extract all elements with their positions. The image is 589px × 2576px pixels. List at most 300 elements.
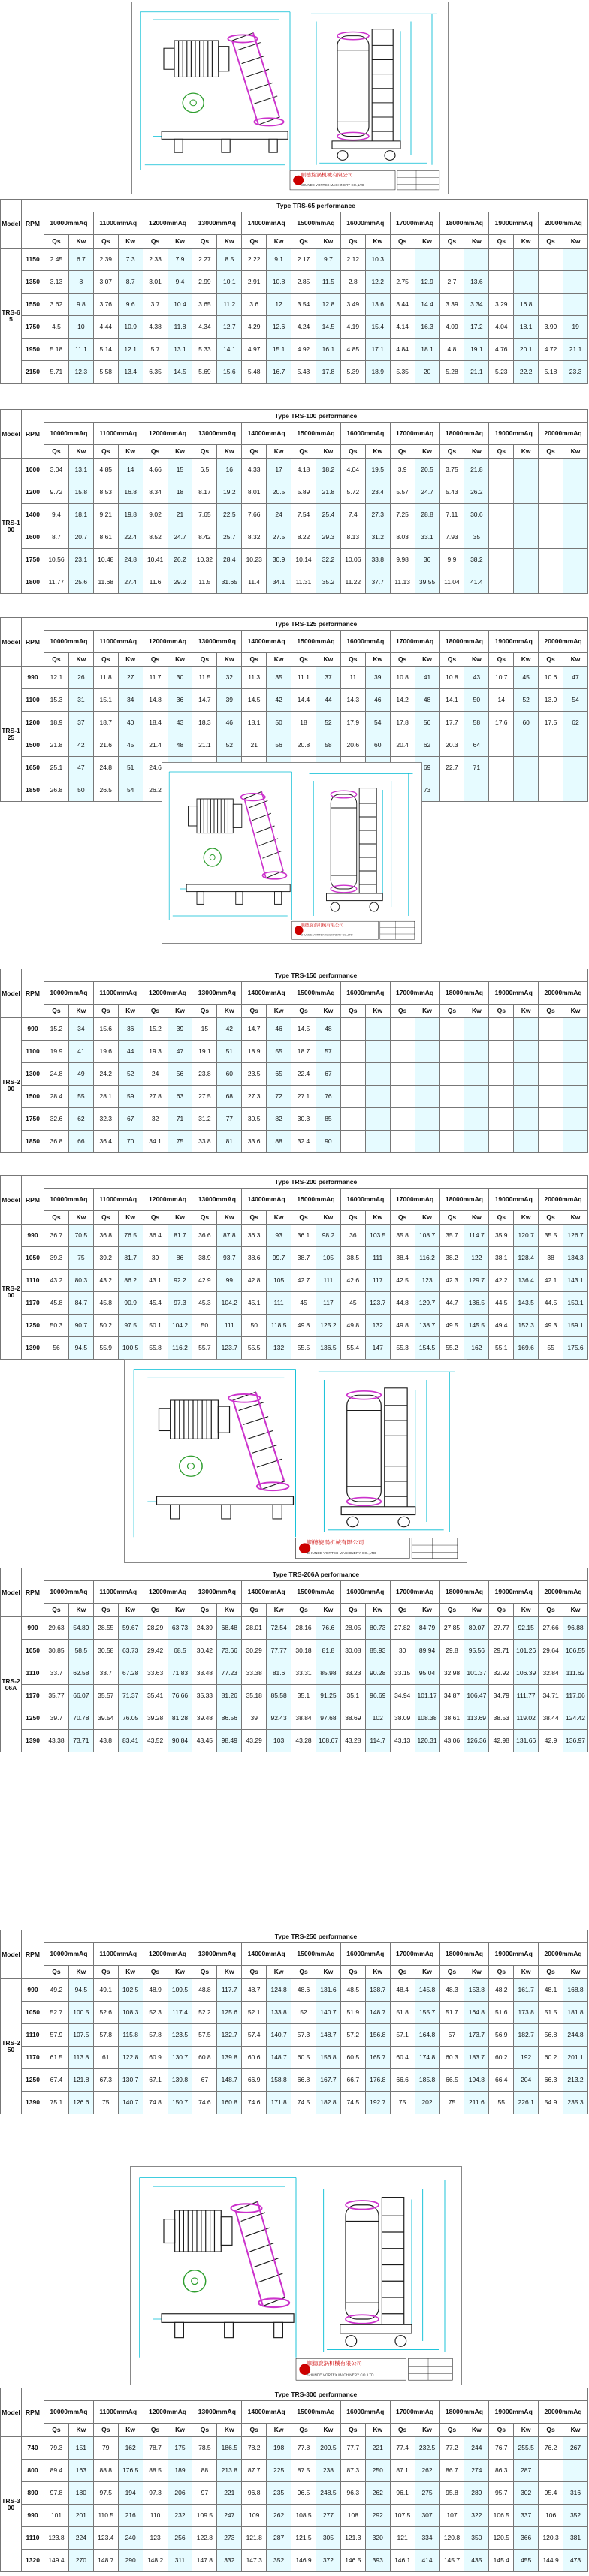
qs-value: 11.77 (44, 571, 69, 594)
pressure-header: 17000mmAq (390, 212, 439, 235)
kw-value: 169.6 (514, 1337, 539, 1360)
kw-value: 126.7 (563, 1225, 588, 1247)
qs-value: 42.98 (489, 1730, 514, 1752)
kw-value: 124.8 (267, 1979, 291, 2002)
kw-value: 24.7 (415, 481, 439, 504)
qs-value: 96.5 (291, 2482, 316, 2505)
table-row (1, 712, 588, 734)
kw-value: 134.3 (563, 1247, 588, 1270)
qs-value: 75 (93, 2092, 118, 2114)
pressure-header: 18000mmAq (439, 631, 489, 653)
kw-header: Kw (68, 1211, 93, 1225)
qs-value: 121 (390, 2527, 415, 2550)
qs-value: 148.7 (93, 2550, 118, 2572)
kw-value: 99 (217, 1270, 242, 1292)
qs-value: 97.5 (93, 2482, 118, 2505)
kw-value: 117.06 (563, 1685, 588, 1707)
qs-value: 97.8 (44, 2482, 69, 2505)
pressure-header: 12000mmAq (143, 1581, 192, 1604)
kw-value: 19 (563, 316, 588, 339)
kw-value: 43 (464, 667, 489, 689)
pressure-header: 15000mmAq (291, 1943, 341, 1966)
qs-value: 66.6 (390, 2069, 415, 2092)
company-name-en: SHUNDE VORTEX MACHINERY CO.,LTD (307, 2373, 374, 2377)
qs-value: 10.8 (439, 667, 464, 689)
qs-value: 2.7 (439, 271, 464, 294)
qs-value: 3.44 (390, 294, 415, 316)
qs-header: Qs (539, 1604, 563, 1617)
qs-value (340, 1086, 365, 1108)
qs-value (539, 549, 563, 571)
kw-value: 43 (168, 712, 192, 734)
qs-value: 8.7 (44, 526, 69, 549)
kw-value: 198 (267, 2437, 291, 2460)
pressure-header: 11000mmAq (93, 631, 143, 653)
qs-header: Qs (143, 235, 168, 249)
table-row (1, 1617, 588, 1640)
kw-value: 12.8 (316, 294, 340, 316)
kw-header: Kw (68, 1604, 93, 1617)
qs-value (439, 249, 464, 271)
qs-value: 24.8 (93, 757, 118, 779)
qs-value: 67 (192, 2069, 217, 2092)
kw-value: 256 (168, 2527, 192, 2550)
kw-value: 24.8 (118, 549, 143, 571)
qs-value: 4.34 (192, 316, 217, 339)
kw-value: 117 (365, 1270, 390, 1292)
rpm-value: 1050 (22, 1247, 44, 1270)
qs-value: 42.5 (390, 1270, 415, 1292)
kw-value: 103 (267, 1730, 291, 1752)
rpm-header: RPM (22, 2388, 44, 2437)
kw-value: 8 (68, 271, 93, 294)
kw-value: 455 (514, 2550, 539, 2572)
qs-value: 30.85 (44, 1640, 69, 1662)
kw-value: 48 (415, 689, 439, 712)
qs-value: 35.1 (340, 1685, 365, 1707)
qs-value: 55.8 (143, 1337, 168, 1360)
table-row (1, 1662, 588, 1685)
rpm-value: 1750 (22, 549, 44, 571)
table-row (1, 2024, 588, 2047)
pulley-icon (183, 93, 204, 113)
qs-value: 48.2 (489, 1979, 514, 2002)
qs-header: Qs (489, 653, 514, 667)
table-title: Type TRS-65 performance (44, 200, 588, 212)
kw-value: 21 (168, 504, 192, 526)
pressure-header: 20000mmAq (539, 212, 588, 235)
qs-value: 43.29 (242, 1730, 267, 1752)
kw-value: 77 (217, 1108, 242, 1131)
pressure-header: 10000mmAq (44, 1943, 94, 1966)
kw-value: 221 (217, 2482, 242, 2505)
qs-value: 74.5 (340, 2092, 365, 2114)
kw-value: 50 (68, 779, 93, 802)
kw-value: 59.67 (118, 1617, 143, 1640)
kw-value: 32.2 (316, 549, 340, 571)
table-row (1, 2002, 588, 2024)
company-name-en: SHUNDE VORTEX MACHINERY CO.,LTD (301, 182, 364, 187)
qs-value: 5.48 (242, 361, 267, 384)
qs-header: Qs (44, 235, 69, 249)
kw-value: 18 (168, 481, 192, 504)
qs-value: 27.82 (390, 1617, 415, 1640)
kw-value: 27.4 (118, 571, 143, 594)
qs-header: Qs (539, 445, 563, 459)
qs-value: 18.7 (93, 712, 118, 734)
qs-value: 5.71 (44, 361, 69, 384)
kw-value: 50 (464, 689, 489, 712)
kw-value: 120.7 (514, 1225, 539, 1247)
qs-value: 28.1 (93, 1086, 118, 1108)
kw-value: 58.5 (68, 1640, 93, 1662)
qs-value: 148.2 (143, 2550, 168, 2572)
qs-value: 42.3 (439, 1270, 464, 1292)
table-row (1, 361, 588, 384)
kw-value: 393 (365, 2550, 390, 2572)
kw-header: Kw (415, 2424, 439, 2437)
qs-value: 3.39 (439, 294, 464, 316)
pressure-header: 16000mmAq (340, 2401, 390, 2424)
kw-value (563, 459, 588, 481)
qs-value: 95.7 (489, 2482, 514, 2505)
qs-value: 5.39 (340, 361, 365, 384)
kw-value: 18.1 (514, 316, 539, 339)
kw-value (464, 779, 489, 802)
kw-value: 77.23 (217, 1662, 242, 1685)
kw-value: 60 (514, 712, 539, 734)
kw-value: 35.2 (316, 571, 340, 594)
rpm-value: 1650 (22, 757, 44, 779)
model-header: Model (1, 618, 22, 667)
kw-value: 67.28 (118, 1662, 143, 1685)
qs-value: 123.4 (93, 2527, 118, 2550)
kw-header: Kw (464, 235, 489, 249)
qs-value: 145.7 (439, 2550, 464, 2572)
kw-value: 240 (118, 2527, 143, 2550)
qs-value: 43.2 (44, 1270, 69, 1292)
table-row (1, 1225, 588, 1247)
kw-value: 42 (217, 1018, 242, 1041)
kw-value: 104.2 (168, 1315, 192, 1337)
qs-value: 3.7 (143, 294, 168, 316)
kw-value: 225 (267, 2460, 291, 2482)
kw-header: Kw (68, 2424, 93, 2437)
pressure-header: 17000mmAq (390, 982, 439, 1005)
table-row (1, 1315, 588, 1337)
qs-value: 66.8 (291, 2069, 316, 2092)
qs-value: 35.7 (439, 1225, 464, 1247)
kw-value: 194 (118, 2482, 143, 2505)
qs-value: 29.8 (439, 1640, 464, 1662)
technical-drawing-4 (130, 2166, 462, 2385)
qs-value: 28.01 (242, 1617, 267, 1640)
kw-value: 36 (118, 1018, 143, 1041)
qs-value: 18.7 (291, 1041, 316, 1063)
qs-header: Qs (291, 235, 316, 249)
table-row (1, 1730, 588, 1752)
qs-value: 10.14 (291, 549, 316, 571)
kw-value: 194.8 (464, 2069, 489, 2092)
qs-value: 60.9 (143, 2047, 168, 2069)
table-row (1, 1979, 588, 2002)
kw-value: 12.2 (365, 271, 390, 294)
kw-value: 108.7 (415, 1225, 439, 1247)
kw-value: 46 (267, 1018, 291, 1041)
pressure-header: 12000mmAq (143, 212, 192, 235)
kw-value: 381 (563, 2527, 588, 2550)
qs-header: Qs (390, 445, 415, 459)
kw-value: 202 (415, 2092, 439, 2114)
qs-value: 20.8 (291, 734, 316, 757)
side-view-vessel-icon (340, 2198, 412, 2347)
rpm-value: 1100 (22, 1041, 44, 1063)
pressure-header: 18000mmAq (439, 982, 489, 1005)
kw-value: 143.1 (563, 1270, 588, 1292)
kw-value: 18.2 (316, 459, 340, 481)
kw-value: 209.5 (316, 2437, 340, 2460)
qs-value: 10.41 (143, 549, 168, 571)
kw-value: 115.8 (118, 2024, 143, 2047)
pressure-header: 12000mmAq (143, 631, 192, 653)
qs-value: 14.7 (192, 689, 217, 712)
qs-header: Qs (44, 653, 69, 667)
table-row (1, 1707, 588, 1730)
model-header: Model (1, 200, 22, 249)
qs-value (539, 526, 563, 549)
qs-value: 3.29 (489, 294, 514, 316)
qs-value: 15.3 (44, 689, 69, 712)
qs-value (539, 249, 563, 271)
kw-value: 114.7 (365, 1730, 390, 1752)
qs-value: 54.9 (539, 2092, 563, 2114)
kw-value (563, 526, 588, 549)
kw-header: Kw (316, 1966, 340, 1979)
kw-value: 247 (217, 2505, 242, 2527)
kw-value: 104.2 (217, 1292, 242, 1315)
kw-value (415, 1108, 439, 1131)
kw-value: 158.8 (267, 2069, 291, 2092)
kw-value: 23.1 (68, 549, 93, 571)
qs-header: Qs (390, 1005, 415, 1018)
qs-value: 95.8 (439, 2482, 464, 2505)
qs-value: 32.92 (489, 1662, 514, 1685)
kw-value: 140.7 (118, 2092, 143, 2114)
kw-value: 350 (464, 2527, 489, 2550)
kw-value: 56 (267, 734, 291, 757)
table-row (1, 549, 588, 571)
qs-value: 120.3 (539, 2527, 563, 2550)
kw-header: Kw (217, 1005, 242, 1018)
table-title: Type TRS-100 performance (44, 410, 588, 423)
rpm-value: 990 (22, 667, 44, 689)
rpm-value: 990 (22, 1617, 44, 1640)
qs-value: 45 (291, 1292, 316, 1315)
kw-value: 29.3 (316, 526, 340, 549)
kw-value: 181.8 (563, 2002, 588, 2024)
kw-value: 81.7 (118, 1247, 143, 1270)
kw-value (365, 1041, 390, 1063)
qs-value: 10.32 (192, 549, 217, 571)
kw-value: 25.4 (316, 504, 340, 526)
kw-value: 8.7 (118, 271, 143, 294)
qs-value: 43.38 (44, 1730, 69, 1752)
qs-value: 42.8 (242, 1270, 267, 1292)
qs-value: 48.1 (539, 1979, 563, 2002)
qs-value: 55.5 (291, 1337, 316, 1360)
qs-header: Qs (143, 1604, 168, 1617)
kw-header: Kw (563, 1966, 588, 1979)
kw-value: 118.5 (267, 1315, 291, 1337)
table-row (1, 481, 588, 504)
qs-value: 25.1 (44, 757, 69, 779)
kw-value: 108.3 (118, 2002, 143, 2024)
qs-value: 32.4 (291, 1131, 316, 1153)
qs-value: 21.1 (192, 734, 217, 757)
kw-value (563, 271, 588, 294)
kw-value: 105 (267, 1270, 291, 1292)
kw-value: 16.8 (118, 481, 143, 504)
qs-value (340, 1018, 365, 1041)
qs-value: 8.17 (192, 481, 217, 504)
qs-value: 43.45 (192, 1730, 217, 1752)
model-label: TRS-125 (1, 667, 22, 802)
kw-header: Kw (168, 2424, 192, 2437)
rpm-value: 1850 (22, 779, 44, 802)
kw-value: 320 (365, 2527, 390, 2550)
kw-value: 117.7 (217, 1979, 242, 2002)
kw-value: 14.4 (415, 294, 439, 316)
qs-header: Qs (93, 1966, 118, 1979)
qs-value: 88.8 (93, 2460, 118, 2482)
qs-value: 61.5 (44, 2047, 69, 2069)
kw-value (365, 1018, 390, 1041)
kw-header: Kw (415, 1211, 439, 1225)
kw-value: 173.8 (514, 2002, 539, 2024)
kw-value: 120.31 (415, 1730, 439, 1752)
qs-header: Qs (340, 1005, 365, 1018)
kw-value: 13.1 (68, 459, 93, 481)
kw-value: 62 (563, 712, 588, 734)
kw-value: 277 (316, 2505, 340, 2527)
kw-value: 52 (514, 689, 539, 712)
kw-header: Kw (118, 1604, 143, 1617)
qs-value: 10.48 (93, 549, 118, 571)
qs-header: Qs (242, 2424, 267, 2437)
kw-value: 45 (514, 667, 539, 689)
table-row (1, 2550, 588, 2572)
qs-value: 56.8 (539, 2024, 563, 2047)
qs-header: Qs (44, 1211, 69, 1225)
qs-value: 45.8 (93, 1292, 118, 1315)
kw-header: Kw (365, 445, 390, 459)
qs-value: 27.8 (143, 1086, 168, 1108)
qs-value: 43.13 (390, 1730, 415, 1752)
qs-value: 4.66 (143, 459, 168, 481)
kw-header: Kw (217, 1604, 242, 1617)
qs-value: 30.42 (192, 1640, 217, 1662)
qs-value: 15.1 (93, 689, 118, 712)
qs-value: 42.1 (539, 1270, 563, 1292)
qs-value: 50.3 (44, 1315, 69, 1337)
qs-value: 39 (143, 1247, 168, 1270)
qs-value: 28.4 (44, 1086, 69, 1108)
qs-header: Qs (439, 1966, 464, 1979)
technical-drawing-1 (131, 2, 449, 194)
kw-value: 25.6 (68, 571, 93, 594)
kw-value: 290 (118, 2550, 143, 2572)
pressure-header: 20000mmAq (539, 631, 588, 653)
qs-value: 18.9 (44, 712, 69, 734)
table-row (1, 1041, 588, 1063)
pressure-header: 10000mmAq (44, 212, 94, 235)
rpm-value: 1110 (22, 1662, 44, 1685)
kw-value: 11.5 (316, 271, 340, 294)
model-header: Model (1, 1930, 22, 1979)
kw-header: Kw (168, 653, 192, 667)
kw-value: 19.5 (365, 459, 390, 481)
qs-value: 35.5 (539, 1225, 563, 1247)
kw-value: 24.7 (168, 526, 192, 549)
kw-value: 111.77 (514, 1685, 539, 1707)
qs-value: 66.3 (539, 2069, 563, 2092)
qs-value: 39.2 (93, 1247, 118, 1270)
qs-value: 56.9 (489, 2024, 514, 2047)
kw-value: 41 (415, 667, 439, 689)
qs-value: 36.8 (93, 1225, 118, 1247)
qs-header: Qs (539, 653, 563, 667)
qs-value: 19.6 (93, 1041, 118, 1063)
qs-value (489, 779, 514, 802)
kw-value: 73.71 (68, 1730, 93, 1752)
kw-value: 129.7 (415, 1292, 439, 1315)
rpm-value: 1110 (22, 2024, 44, 2047)
qs-value: 36.7 (44, 1225, 69, 1247)
qs-value: 5.69 (192, 361, 217, 384)
qs-header: Qs (291, 1966, 316, 1979)
qs-value: 8.01 (242, 481, 267, 504)
qs-value: 9.02 (143, 504, 168, 526)
kw-value: 9.8 (68, 294, 93, 316)
kw-value (563, 481, 588, 504)
kw-value: 30 (168, 667, 192, 689)
performance-table (0, 1568, 588, 1752)
kw-value: 250 (365, 2460, 390, 2482)
qs-value: 66.5 (439, 2069, 464, 2092)
kw-header: Kw (168, 1211, 192, 1225)
kw-value: 45 (118, 734, 143, 757)
pressure-header: 14000mmAq (242, 982, 291, 1005)
kw-value: 97.68 (316, 1707, 340, 1730)
qs-value: 77.8 (291, 2437, 316, 2460)
qs-value: 5.28 (439, 361, 464, 384)
kw-value (563, 734, 588, 757)
kw-value: 16 (217, 459, 242, 481)
pressure-header: 20000mmAq (539, 423, 588, 445)
qs-value (439, 1041, 464, 1063)
qs-value: 35.57 (93, 1685, 118, 1707)
kw-value (415, 1041, 439, 1063)
qs-value (390, 1131, 415, 1153)
qs-value: 109.5 (192, 2505, 217, 2527)
qs-value: 11.6 (143, 571, 168, 594)
kw-value: 332 (217, 2550, 242, 2572)
qs-value: 55 (489, 2092, 514, 2114)
qs-header: Qs (390, 235, 415, 249)
qs-value (390, 1086, 415, 1108)
rpm-value: 1390 (22, 1730, 44, 1752)
table-title: Type TRS-250 performance (44, 1930, 588, 1943)
